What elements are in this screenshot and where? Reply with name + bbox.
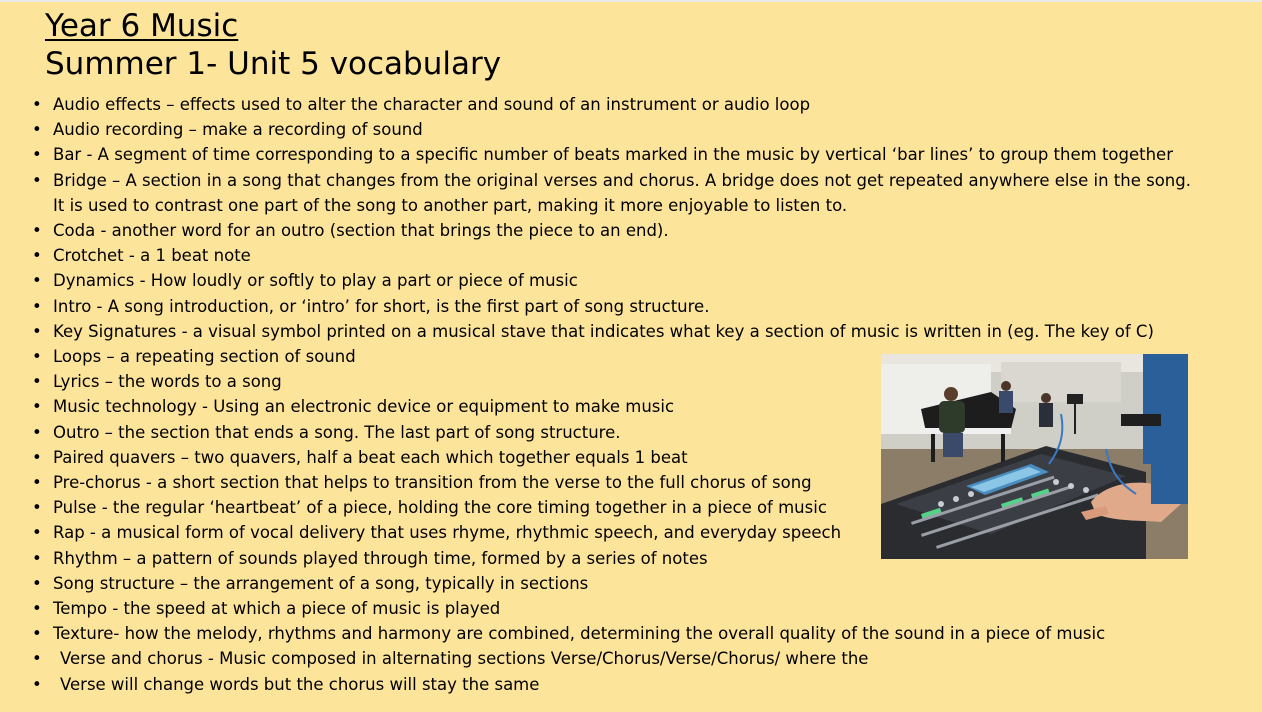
vocab-bridge: • Bridge – A section in a song that changes from the original verses and chorus. A bridge does not get repeated anywhere else in the song. It is used to contrast one part of the song to another part, making it more enjoyable to listen to. [28,168,1253,218]
vocab-audio-effects: • Audio effects – effects used to alter the character and sound of an instrument or audio loop [28,92,1253,117]
vocab-key-signatures: • Key Signatures - a visual symbol printed on a musical stave that indicates what key a section of music is written in (eg. The key of C) [28,319,1253,344]
vocab-bar: • Bar - A segment of time corresponding to a specific number of beats marked in the music by vertical ‘bar lines’ to group them together [28,142,1253,167]
title-line-2: Summer 1- Unit 5 vocabulary [45,46,502,82]
vocab-intro: • Intro - A song introduction, or ‘intro’ for short, is the first part of song structure. [28,294,1253,319]
vocab-pulse: • Pulse - the regular ‘heartbeat’ of a piece, holding the core timing together in a piece of music [28,495,1253,520]
vocab-paired-quavers: • Paired quavers – two quavers, half a beat each which together equals 1 beat [28,445,1253,470]
vocab-crotchet: • Crotchet - a 1 beat note [28,243,1253,268]
mixing-desk-illustration [881,354,1188,559]
vocab-coda: • Coda - another word for an outro (section that brings the piece to an end). [28,218,1253,243]
vocab-song-structure: • Song structure – the arrangement of a song, typically in sections [28,571,1253,596]
vocab-rap: • Rap - a musical form of vocal delivery that uses rhyme, rhythmic speech, and everyday speech [28,520,1253,545]
title-line-1: Year 6 Music [45,8,239,44]
vocab-verse-and-chorus-cont: • Verse will change words but the chorus will stay the same [28,672,1253,697]
vocab-loops: • Loops – a repeating section of sound [28,344,1253,369]
vocab-verse-and-chorus: • Verse and chorus - Music composed in alternating sections Verse/Chorus/Verse/Chorus/ where the [28,646,1253,671]
vocab-audio-recording: • Audio recording – make a recording of sound [28,117,1253,142]
vocab-music-technology: • Music technology - Using an electronic device or equipment to make music [28,394,1253,419]
mixing-desk-photo [881,354,1188,559]
vocab-texture: • Texture- how the melody, rhythms and harmony are combined, determining the overall quality of the sound in a piece of music [28,621,1253,646]
vocab-lyrics: • Lyrics – the words to a song [28,369,1253,394]
slide-title [45,7,501,83]
vocab-rhythm: • Rhythm – a pattern of sounds played through time, formed by a series of notes [28,546,1253,571]
vocab-dynamics: • Dynamics - How loudly or softly to play a part or piece of music [28,268,1253,293]
vocab-pre-chorus: • Pre-chorus - a short section that helps to transition from the verse to the full chorus of song [28,470,1253,495]
vocab-outro: • Outro – the section that ends a song. The last part of song structure. [28,420,1253,445]
vocab-tempo: • Tempo - the speed at which a piece of music is played [28,596,1253,621]
